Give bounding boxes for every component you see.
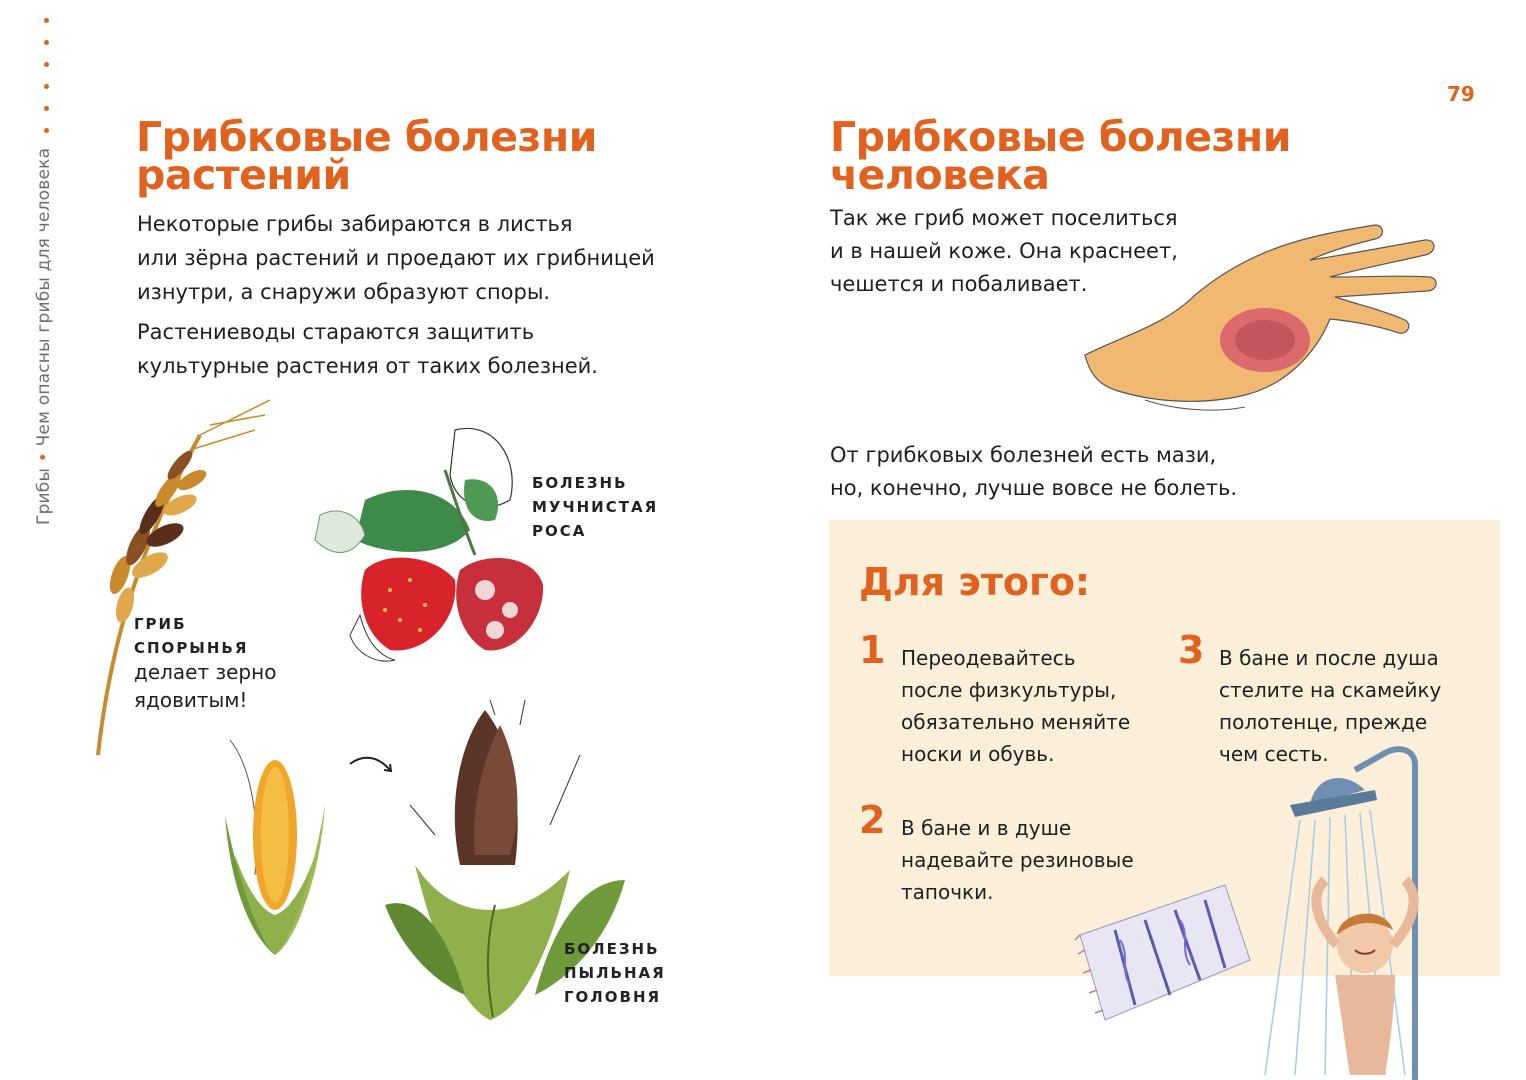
step-number-3: 3 (1178, 628, 1205, 672)
caption-ergot-text (134, 658, 276, 714)
step-text-1 (901, 642, 1130, 770)
shower-illustration (1255, 745, 1465, 1080)
caption-smut (564, 937, 666, 1009)
step-2-line: тапочки. (901, 880, 994, 904)
step-1-line: после физкультуры, (901, 678, 1117, 702)
sidebar-dots (44, 18, 52, 150)
right-paragraph-2 (830, 439, 1237, 505)
caption-mildew-line: МУЧНИСТАЯ (532, 498, 659, 516)
left-heading-line1: Грибковые болезни (136, 113, 597, 161)
right-p2-line: От грибковых болезней есть мази, (830, 443, 1217, 467)
caption-ergot-line: ГРИБ (134, 615, 187, 633)
step-3-line: чем сесть. (1219, 742, 1329, 766)
step-number-1: 1 (859, 628, 886, 672)
step-2-line: надевайте резиновые (901, 848, 1134, 872)
right-p1-line: и в нашей коже. Она краснеет, (830, 239, 1178, 263)
sidebar-book: Грибы (34, 467, 54, 525)
caption-smut-line: ГОЛОВНЯ (564, 988, 662, 1006)
step-3-line: стелите на скамейку (1219, 678, 1442, 702)
towel-illustration (1075, 880, 1255, 1030)
caption-ergot (134, 612, 248, 660)
right-p1-line: чешется и побаливает. (830, 272, 1088, 296)
right-heading-line1: Грибковые болезни (830, 113, 1291, 161)
caption-ergot-text-line: делает зерно (134, 660, 277, 684)
step-3-line: полотенце, прежде (1219, 710, 1428, 734)
right-heading-line2: человека (830, 151, 1050, 199)
hand-fungus-illustration (1085, 215, 1445, 415)
strawberry-mildew-illustration (305, 420, 550, 665)
caption-mildew-line: БОЛЕЗНЬ (532, 474, 628, 492)
sidebar-chapter: Чем опасны грибы для человека (34, 147, 54, 447)
step-1-line: Переодевайтесь (901, 646, 1076, 670)
left-p2-line: культурные растения от таких болезней. (137, 354, 598, 378)
left-p2-line: Растениеводы стараются защитить (137, 320, 535, 344)
step-3-line: В бане и после душа (1219, 646, 1439, 670)
left-heading (136, 113, 597, 199)
left-heading-line2: растений (136, 151, 351, 199)
sidebar-separator: • (34, 452, 54, 463)
corn-illustration (215, 735, 345, 960)
step-number-2: 2 (859, 798, 886, 842)
tips-box-title: Для этого: (859, 560, 1091, 604)
step-1-line: носки и обувь. (901, 742, 1055, 766)
caption-mildew-line: РОСА (532, 522, 587, 540)
right-p2-line: но, конечно, лучше вовсе не болеть. (830, 476, 1238, 500)
caption-smut-line: БОЛЕЗНЬ (564, 940, 660, 958)
left-paragraph-1 (137, 207, 655, 309)
right-p1-line: Так же гриб может поселиться (830, 206, 1178, 230)
page-number: 79 (1447, 82, 1475, 106)
left-p1-line: или зёрна растений и проедают их грибницей (137, 246, 655, 270)
left-p1-line: Некоторые грибы забираются в листья (137, 212, 573, 236)
step-1-line: обязательно меняйте (901, 710, 1131, 734)
caption-ergot-text-line: ядовитым! (134, 688, 248, 712)
left-p1-line: изнутри, а снаружи образуют споры. (137, 280, 551, 304)
right-heading (830, 113, 1291, 199)
caption-mildew (532, 471, 658, 543)
caption-smut-line: ПЫЛЬНАЯ (564, 964, 666, 982)
step-2-line: В бане и в душе (901, 816, 1072, 840)
sidebar-running-title (34, 148, 54, 525)
caption-ergot-line: СПОРЫНЬЯ (134, 639, 249, 657)
left-paragraph-2 (137, 315, 598, 383)
